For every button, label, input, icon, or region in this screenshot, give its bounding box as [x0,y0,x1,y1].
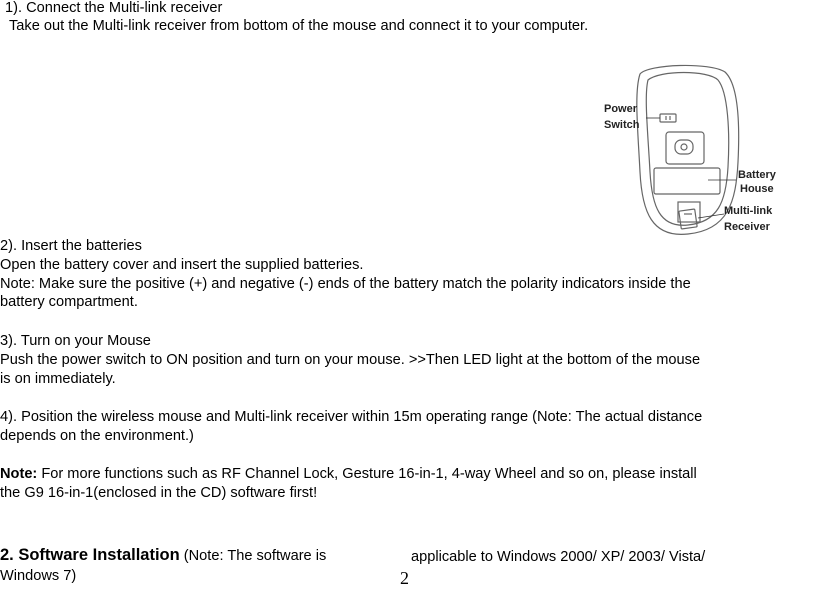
step2-heading: 2). Insert the batteries [0,238,142,254]
step3-heading: 3). Turn on your Mouse [0,333,151,349]
page-number: 2 [400,568,409,588]
power-switch-label-2: Switch [604,119,640,131]
battery-house-label-1: Battery [738,169,776,181]
software-note-part2: applicable to Windows 2000/ XP/ 2003/ Vista/ [411,549,706,565]
receiver-label-1: Multi-link [724,205,773,217]
note-text: For more functions such as RF Channel Lock, Gesture 16-in-1, 4-way Wheel and so on, please install [41,466,697,482]
note-line1 [0,466,697,483]
receiver-dongle [679,209,697,229]
note-line2: the G9 16-in-1(enclosed in the CD) software first! [0,485,318,501]
step4-line2: depends on the environment.) [0,428,194,444]
software-note-part1: (Note: The software is [183,548,327,564]
power-switch-label-1: Power [604,103,638,115]
step4-line1: 4). Position the wireless mouse and Multi-link receiver within 15m operating range (Note: The actual distance [0,409,703,425]
step2-line1: Open the battery cover and insert the supplied batteries. [0,257,364,273]
software-heading: 2. Software Installation [0,546,180,564]
receiver-label-2: Receiver [724,221,770,233]
step1-text: Take out the Multi-link receiver from bottom of the mouse and connect it to your computer. [9,18,589,34]
step3-line2: is on immediately. [0,371,116,387]
step2-line3: battery compartment. [0,294,138,310]
step1-heading: 1). Connect the Multi-link receiver [5,0,223,16]
mouse-bottom-diagram [600,62,785,238]
software-line2: Windows 7) [0,568,77,584]
power-switch [660,114,676,122]
battery-house-label-2: House [740,183,774,195]
software-line1 [0,547,326,565]
battery-compartment [654,168,720,194]
note-label: Note: [0,466,38,482]
step2-line2: Note: Make sure the positive (+) and negative (-) ends of the battery match the polarity indicators inside the [0,276,691,292]
receiver-slot [678,202,700,222]
step3-line1: Push the power switch to ON position and turn on your mouse. >>Then LED light at the bottom of the mouse [0,352,701,368]
sensor-window [666,132,704,164]
